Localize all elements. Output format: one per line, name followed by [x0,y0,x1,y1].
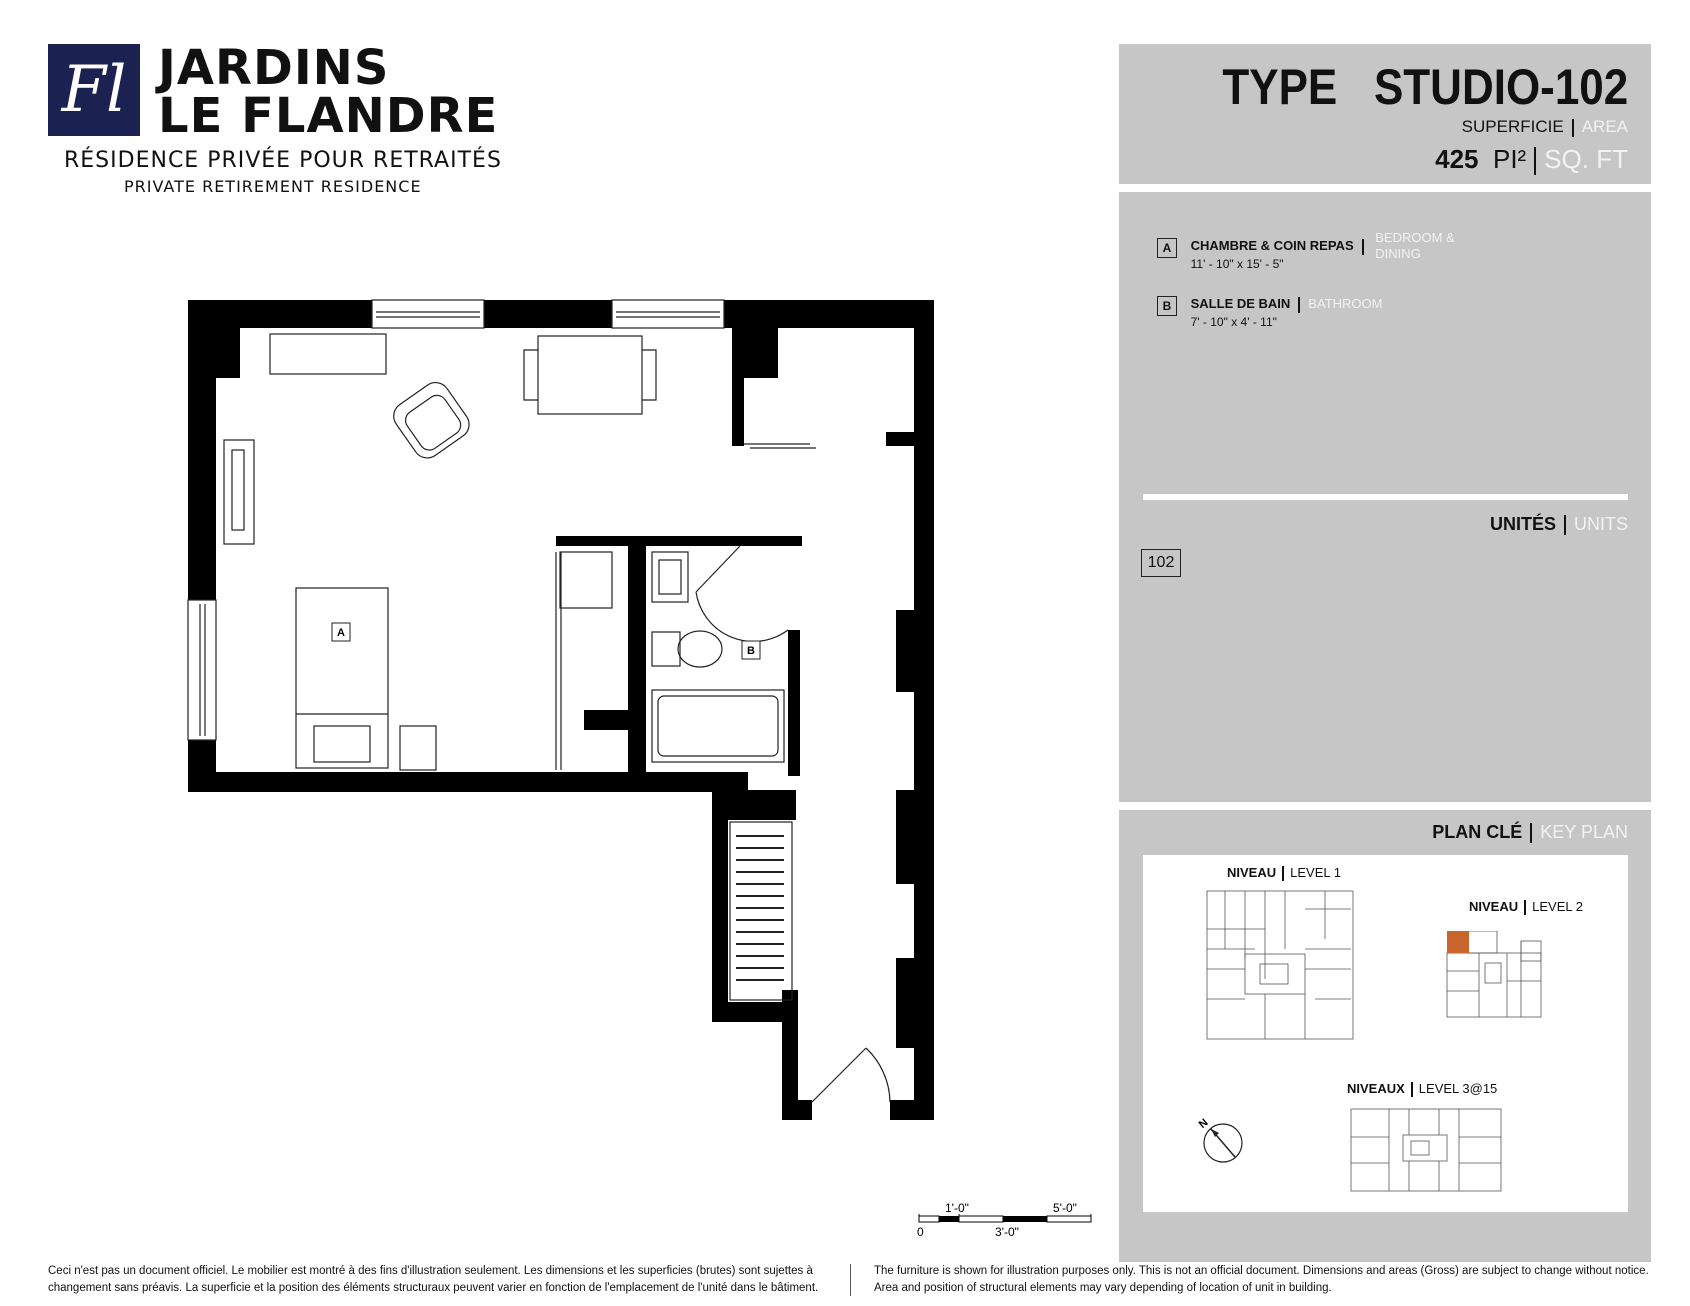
dresser [270,334,386,374]
wall-top-right [724,300,914,328]
window-top-1 [372,300,484,328]
room-entry-a-key: A [1157,238,1177,258]
room-entry-a-name-en: BEDROOM & DINING [1375,230,1455,261]
level-1-label [1227,865,1341,881]
area-value-row [1435,144,1628,175]
keyplan-header [1432,822,1628,843]
area-value: 425 [1435,144,1479,174]
pilaster-2 [896,790,916,884]
armchair [388,377,474,463]
level-1-plan [1205,889,1355,1041]
scale-label-5ft: 5'-0" [1053,1201,1077,1215]
level-3-en: LEVEL 3@15 [1418,1081,1498,1096]
wall-right [914,300,934,1120]
unit-type-title: TYPE STUDIO-102 [1222,59,1628,115]
corridor-wall-left [712,790,728,1022]
logo-subtitle-fr: RÉSIDENCE PRIVÉE POUR RETRAITÉS [64,148,502,173]
level-2-en: LEVEL 2 [1532,899,1583,914]
units-header-fr: UNITÉS [1489,514,1556,534]
north-arrow-icon [1193,1109,1253,1169]
wall-closet [732,328,744,446]
level-2-label [1469,899,1583,915]
entry-wall-right [890,1100,934,1120]
bed [296,588,388,768]
toilet-bowl [678,631,722,667]
level-2-fr: NIVEAU [1469,899,1519,914]
room-entry-b-key: B [1157,296,1177,316]
logo-title-line2: LE FLANDRE [158,88,499,144]
room-entry-a-dims: 11' - 10" x 15' - 5" [1190,256,1284,271]
level-2-plan [1445,931,1545,1031]
pilaster-1 [896,610,916,692]
level-1-separator [1282,866,1284,881]
scale-label-0: 0 [917,1225,924,1239]
logo-title-line1: JARDINS [158,40,390,96]
area-label [1462,117,1628,137]
counter [560,552,612,608]
keyplan-header-fr: PLAN CLÉ [1432,822,1523,842]
level-3-fr: NIVEAUX [1347,1081,1405,1096]
corridor-block [728,790,796,820]
entry-wall-left [782,1100,812,1120]
logo-monogram [48,44,140,136]
level-3-separator [1411,1082,1413,1097]
room-entry-b [1157,296,1382,329]
keyplan-area [1143,855,1628,1212]
level-3-label [1347,1081,1497,1097]
room-entry-a-separator [1362,239,1364,255]
area-unit-en: SQ. FT [1544,144,1628,174]
units-header [1490,514,1628,535]
pilaster-3 [896,958,916,1048]
room-a-label: A [337,627,345,639]
keyplan-header-en: KEY PLAN [1540,822,1628,842]
logo-subtitle-en: PRIVATE RETIREMENT RESIDENCE [124,177,422,196]
window-left [188,600,216,740]
toilet-tank [652,632,680,666]
bath-wall-right [788,630,800,776]
north-label: N [1196,1116,1211,1131]
wall-top-mid [484,300,612,328]
disclaimer-en: The furniture is shown for illustration purposes only. This is not an official document. Dimensions and areas (Gross) are subject to change without notice. Area and position of structural elements may vary depending of location of unit in building. [874,1265,1649,1294]
level-1-en: LEVEL 1 [1290,865,1341,880]
area-unit-separator [1534,147,1536,175]
keyplan-header-separator [1530,823,1532,843]
area-unit-fr: PI² [1492,144,1527,174]
units-header-separator [1564,515,1566,535]
nightstand [400,726,436,770]
room-entry-a [1157,230,1455,271]
bath-column [584,710,628,730]
wall-bottom [188,772,748,792]
room-entry-b-name-fr: SALLE DE BAIN [1190,296,1291,311]
floor-plan [180,290,940,1130]
area-label-en: AREA [1581,117,1628,136]
room-entry-a-name-fr: CHAMBRE & COIN REPAS [1190,238,1354,253]
area-label-fr: SUPERFICIE [1461,117,1564,136]
units-header-en: UNITS [1574,514,1628,534]
window-top-2 [612,300,724,328]
level-2-separator [1524,900,1526,915]
dining-table [538,336,642,414]
level-2-unit-highlight [1447,931,1469,953]
tv-unit [224,440,254,544]
scale-label-3ft: 3'-0" [995,1225,1019,1239]
area-separator [1572,119,1574,137]
panel-divider [1143,494,1628,500]
unit-number: 102 [1141,549,1181,577]
bath-wall-top [556,536,802,546]
disclaimer-fr: Ceci n'est pas un document officiel. Le mobilier est montré à des fins d'illustration seulement. Les dimensions et les superficies (brutes) sont sujettes à changement sans préavis. La superficie et la position des éléments structuraux peuvent varier en fonction de l'emplacement de l'unité dans le bâtiment. [48,1265,819,1294]
scale-label-1ft: 1'-0" [945,1201,969,1215]
room-entry-b-separator [1298,297,1300,313]
room-b-label: B [747,645,755,657]
logo-monogram-text: Fl [61,53,127,127]
scale-bar [915,1198,1095,1240]
room-entry-b-dims: 7' - 10" x 4' - 11" [1190,314,1277,329]
level-1-fr: NIVEAU [1227,865,1277,880]
column-left [188,328,240,378]
disclaimer-divider [850,1264,851,1296]
level-3-plan [1349,1107,1503,1193]
wall-stub [886,432,916,446]
room-entry-b-name-en: BATHROOM [1308,296,1383,311]
bath-wall-mid [628,536,646,774]
bathtub [652,690,784,762]
